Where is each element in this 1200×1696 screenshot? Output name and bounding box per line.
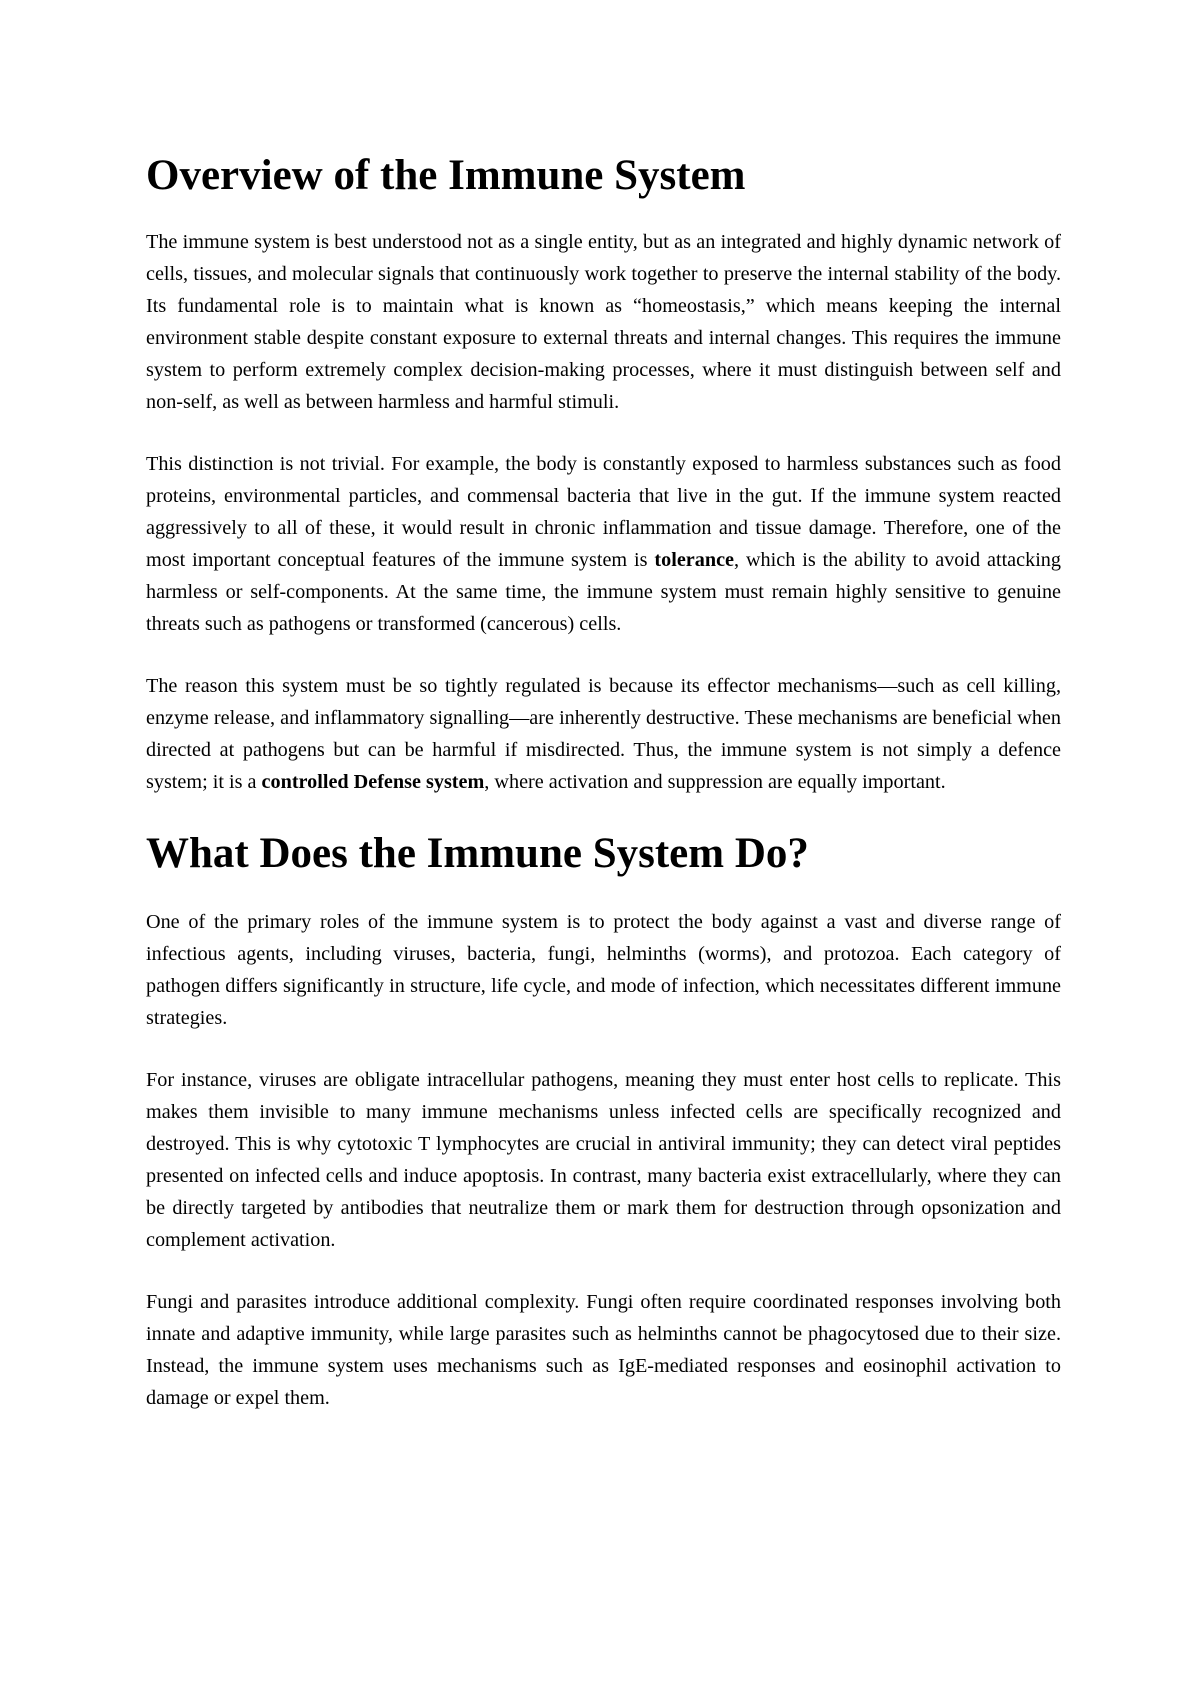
paragraph: The immune system is best understood not as a single entity, but as an integrated and highly dynamic network of cells, tissues, and molecular signals that continuously work together to preserve the internal stability of the body. Its fundamental role is to maintain what is known as “homeostasis,” which means keeping the internal environment stable despite constant exposure to external threats and internal changes. This requires the immune system to perform extremely complex decision-making processes, where it must distinguish between self and non-self, as well as between harmless and harmful stimuli. <box>146 231 1061 413</box>
paragraph: For instance, viruses are obligate intracellular pathogens, meaning they must enter host cells to replicate. This makes them invisible to many immune mechanisms unless infected cells are specifically recognized and destroyed. This is why cytotoxic T lymphocytes are crucial in antiviral immunity; they can detect viral peptides presented on infected cells and induce apoptosis. In contrast, many bacteria exist extracellularly, where they can be directly targeted by antibodies that neutralize them or mark them for destruction through opsonization and complement activation. <box>146 1069 1061 1251</box>
paragraph-text: The reason this system must be so tightly regulated is because its effector mechanisms—such as cell killing, enzyme release, and inflammatory signalling—are inherently destructive. These mechanisms are beneficial when directed at pathogens but can be harmful if misdirected. Thus, the immune system is not simply a defence system; it is a <box>146 675 1061 793</box>
paragraph-text: This distinction is not trivial. For example, the body is constantly exposed to harmless substances such as food proteins, environmental particles, and commensal bacteria that live in the gut. If the immune system reacted aggressively to all of these, it would result in chronic inflammation and tissue damage. Therefore, one of the most important conceptual features of the immune system is <box>146 453 1061 571</box>
paragraph: One of the primary roles of the immune system is to protect the body against a vast and diverse range of infectious agents, including viruses, bacteria, fungi, helminths (worms), and protozoa. Each category of pathogen differs significantly in structure, life cycle, and mode of infection, which necessitates different immune strategies. <box>146 911 1061 1029</box>
paragraph-text: , where activation and suppression are equally important. <box>484 771 946 793</box>
paragraph: Fungi and parasites introduce additional complexity. Fungi often require coordinated responses involving both innate and adaptive immunity, while large parasites such as helminths cannot be phagocytosed due to their size. Instead, the immune system uses mechanisms such as IgE-mediated responses and eosinophil activation to damage or expel them. <box>146 1291 1061 1409</box>
paragraph <box>146 670 1061 798</box>
section-heading-overview: Overview of the Immune System <box>146 152 746 199</box>
bold-term-controlled-defense-system: controlled Defense system <box>261 771 485 793</box>
paragraph-text: , which is the ability to avoid attacking harmless or self-components. At the same time, the immune system must remain highly sensitive to genuine threats such as pathogens or transformed (cancerous) cells. <box>146 549 1061 635</box>
bold-term-tolerance: tolerance <box>654 549 735 571</box>
section-heading-what-does: What Does the Immune System Do? <box>146 830 809 877</box>
paragraph <box>146 448 1061 640</box>
